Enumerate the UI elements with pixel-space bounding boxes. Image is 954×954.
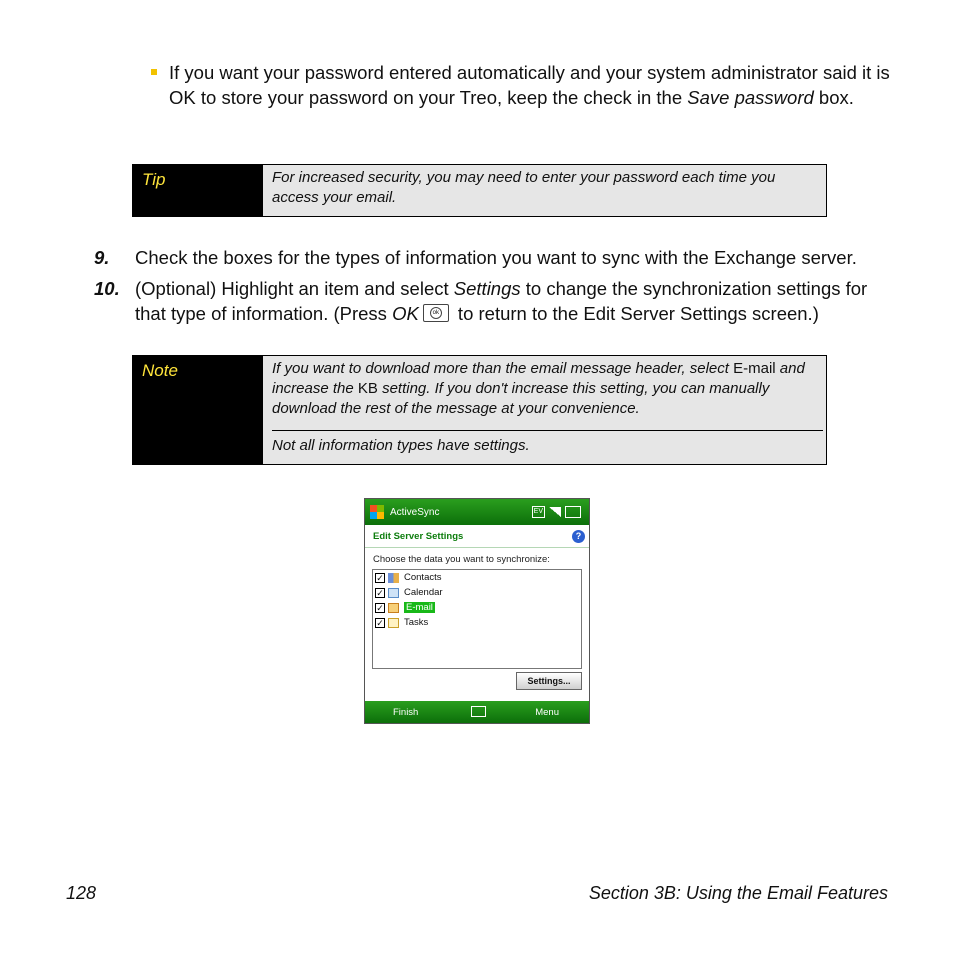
contacts-icon xyxy=(388,573,399,583)
note-paragraph-1: If you want to download more than the email message header, select E-mail and increase the KB setting. If you don't increase this setting, you can manually download the rest of the message at your convenience. xyxy=(272,360,805,417)
page-number: 128 xyxy=(66,883,97,903)
ok-key-icon: ok xyxy=(423,304,449,322)
step-9 xyxy=(94,245,894,270)
help-icon[interactable]: ? xyxy=(572,530,585,543)
tip-text: For increased security, you may need to enter your password each time you access your email. xyxy=(263,165,826,216)
step-text: (Optional) Highlight an item and select Settings to change the synchronization settings for that type of information. (Press OK ok to return to the Edit Server Settings screen.) xyxy=(135,278,868,324)
keyboard-icon[interactable] xyxy=(471,706,486,717)
list-item-tasks[interactable] xyxy=(373,615,581,630)
note-paragraph-2: Not all information types have settings. xyxy=(272,437,530,454)
signal-icon xyxy=(549,507,561,517)
bullet-marker xyxy=(151,69,157,75)
ev-network-icon: EV xyxy=(532,506,545,518)
note-divider xyxy=(272,430,823,431)
menu-softkey[interactable]: Menu xyxy=(535,707,559,718)
list-item-label: Contacts xyxy=(404,572,442,583)
calendar-icon xyxy=(388,588,399,598)
screen-header xyxy=(365,525,589,548)
soft-key-bar xyxy=(365,701,589,723)
settings-term: Settings xyxy=(453,278,521,299)
list-item-label: E-mail xyxy=(406,602,433,613)
step-number: 10. xyxy=(94,278,120,299)
app-title: ActiveSync xyxy=(390,506,440,518)
note-callout xyxy=(132,355,827,465)
contacts-checkbox[interactable]: ✓ xyxy=(376,572,384,583)
kb-term: KB xyxy=(357,380,378,397)
calendar-checkbox[interactable]: ✓ xyxy=(376,587,384,598)
step-10 xyxy=(94,276,894,326)
ok-term: OK xyxy=(392,303,419,324)
save-password-term: Save password xyxy=(687,87,814,108)
list-item-label: Tasks xyxy=(404,617,429,628)
tasks-checkbox[interactable]: ✓ xyxy=(376,617,384,628)
email-term: E-mail xyxy=(733,360,776,377)
note-body xyxy=(263,356,826,464)
note-label: Note xyxy=(133,356,263,464)
tip-label: Tip xyxy=(133,165,263,216)
sync-data-list xyxy=(372,569,582,669)
list-item-contacts[interactable] xyxy=(373,570,581,585)
battery-icon xyxy=(565,506,581,518)
screen-title: Edit Server Settings xyxy=(373,530,464,542)
bullet-paragraph: If you want your password entered automatically and your system administrator said it is OK to store your password on your Treo, keep the check in the Save password box. xyxy=(169,62,890,108)
tip-callout xyxy=(132,164,827,217)
step-number: 9. xyxy=(94,247,110,268)
phone-title-bar xyxy=(365,499,589,525)
finish-softkey[interactable]: Finish xyxy=(393,707,419,718)
settings-button[interactable]: Settings... xyxy=(516,672,582,690)
list-item-label: Calendar xyxy=(404,587,443,598)
section-title: Section 3B: Using the Email Features xyxy=(588,883,888,903)
status-icons xyxy=(532,506,581,518)
step-text: Check the boxes for the types of information you want to sync with the Exchange server. xyxy=(135,247,857,268)
email-checkbox[interactable]: ✓ xyxy=(376,602,384,613)
list-item-email[interactable] xyxy=(373,600,581,615)
sync-prompt: Choose the data you want to synchronize: xyxy=(373,554,550,565)
windows-start-icon[interactable] xyxy=(370,505,384,519)
email-icon xyxy=(388,603,399,613)
list-item-calendar[interactable] xyxy=(373,585,581,600)
tasks-icon xyxy=(388,618,399,628)
activesync-screenshot xyxy=(364,498,590,724)
